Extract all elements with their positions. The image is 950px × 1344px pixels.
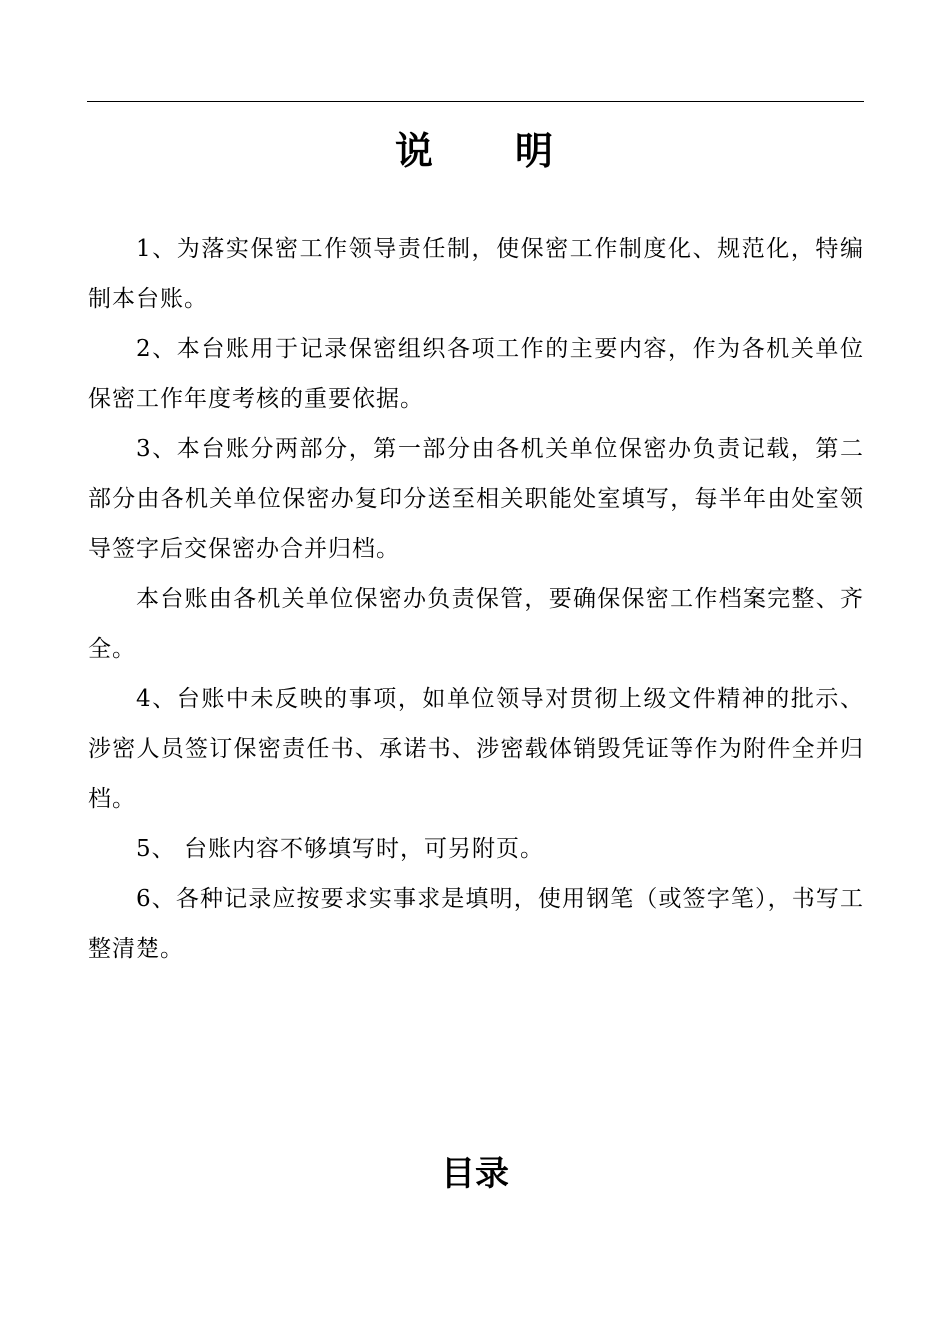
page-title: 说 明 (394, 129, 555, 173)
top-rule (87, 101, 864, 102)
instructions-body (88, 224, 864, 974)
paragraph-5: 4、台账中未反映的事项，如单位领导对贯彻上级文件精神的批示、涉密人员签订保密责任书、承诺书、涉密载体销毁凭证等作为附件全并归档。 (88, 686, 864, 812)
paragraph-1: 1、为落实保密工作领导责任制，使保密工作制度化、规范化，特编制本台账。 (88, 236, 864, 312)
paragraph-3: 3、本台账分两部分，第一部分由各机关单位保密办负责记载，第二部分由各机关单位保密办复印分送至相关职能处室填写，每半年由处室领导签字后交保密办合并归档。 (88, 436, 864, 562)
paragraph-2: 2、本台账用于记录保密组织各项工作的主要内容，作为各机关单位保密工作年度考核的重要依据。 (88, 336, 864, 412)
paragraph-6: 5、 台账内容不够填写时，可另附页。 (136, 836, 544, 862)
toc-title: 目录 (441, 1154, 509, 1194)
paragraph-7: 6、各种记录应按要求实事求是填明，使用钢笔（或签字笔），书写工整清楚。 (88, 886, 864, 962)
paragraph-4: 本台账由各机关单位保密办负责保管，要确保保密工作档案完整、齐全。 (88, 586, 864, 662)
